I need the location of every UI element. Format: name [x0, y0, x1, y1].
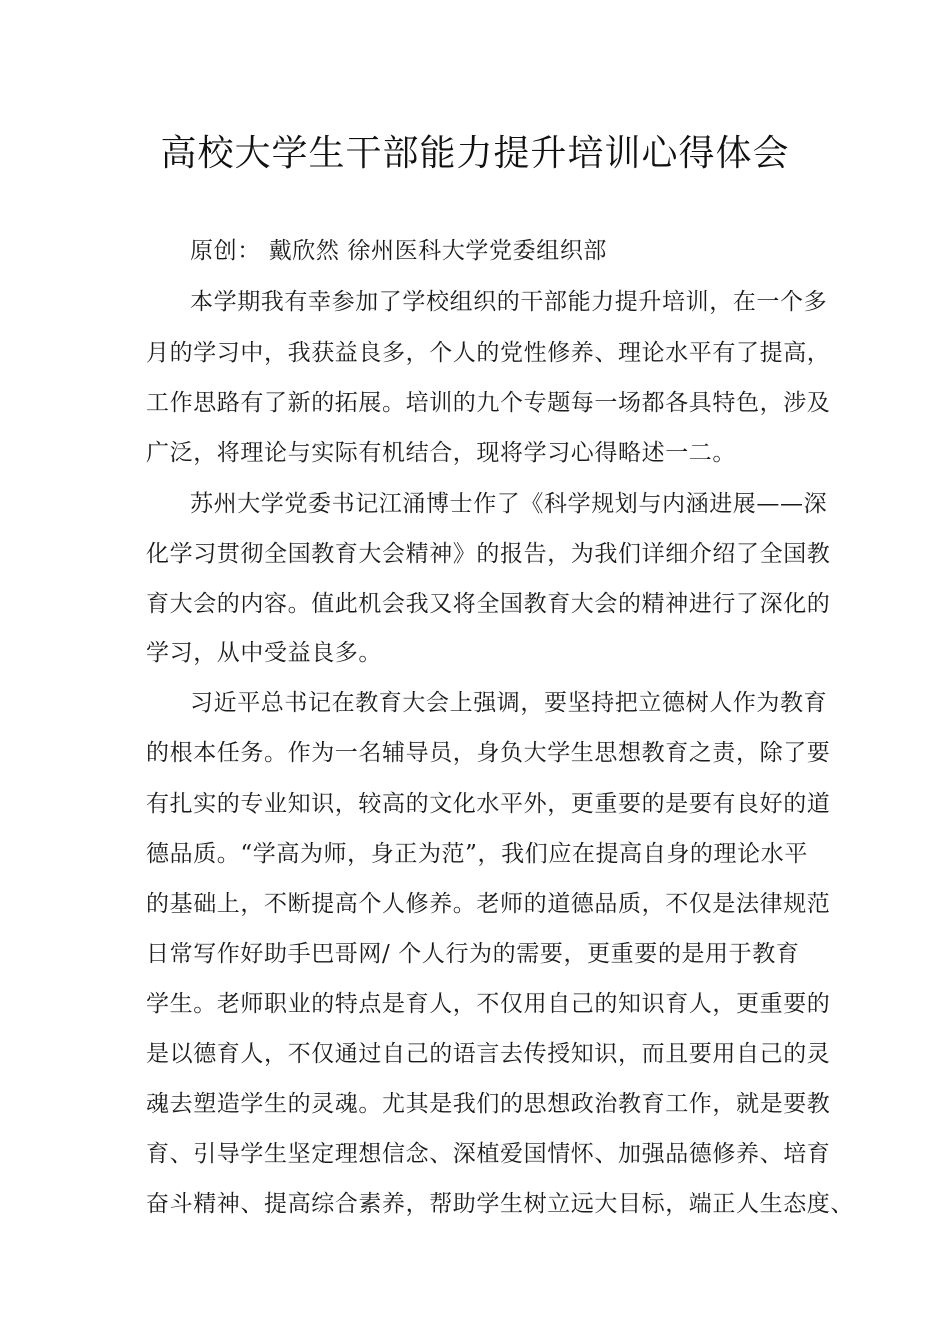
- paragraph-line: 魂去塑造学生的灵魂。尤其是我们的思想政治教育工作，就是要教: [146, 1091, 831, 1117]
- paragraph-line: 奋斗精神、提高综合素养，帮助学生树立远大目标，端正人生态度、: [146, 1191, 854, 1217]
- paragraph-line: 的基础上，不断提高个人修养。老师的道德品质，不仅是法律规范: [146, 891, 831, 917]
- paragraph-line: 育、引导学生坚定理想信念、深植爱国情怀、加强品德修养、培育: [146, 1141, 831, 1167]
- paragraph-line: 习近平总书记在教育大会上强调，要坚持把立德树人作为教育: [190, 690, 828, 716]
- paragraph-line: 的根本任务。作为一名辅导员，身负大学生思想教育之责，除了要: [146, 740, 831, 766]
- author-line: 原创： 戴欣然 徐州医科大学党委组织部: [190, 238, 608, 264]
- document-title: 高校大学生干部能力提升培训心得体会: [160, 133, 790, 174]
- paragraph-line: 苏州大学党委书记江涌博士作了《科学规划与内涵进展——深: [190, 491, 828, 517]
- paragraph-line: 学习，从中受益良多。: [146, 640, 382, 666]
- paragraph-line: 广泛，将理论与实际有机结合，现将学习心得略述一二。: [146, 440, 736, 466]
- paragraph-line: 化学习贯彻全国教育大会精神》的报告，为我们详细介绍了全国教: [146, 541, 831, 567]
- paragraph-line: 是以德育人，不仅通过自己的语言去传授知识，而且要用自己的灵: [146, 1041, 831, 1067]
- paragraph-line: 日常写作好助手巴哥网/ 个人行为的需要，更重要的是用于教育: [146, 941, 800, 967]
- paragraph-line: 育大会的内容。值此机会我又将全国教育大会的精神进行了深化的: [146, 591, 831, 617]
- paragraph-line: 月的学习中，我获益良多，个人的党性修养、理论水平有了提高，: [146, 340, 831, 366]
- paragraph-line: 工作思路有了新的拓展。培训的九个专题每一场都各具特色，涉及: [146, 390, 831, 416]
- paragraph-line: 有扎实的专业知识，较高的文化水平外，更重要的是要有良好的道: [146, 791, 831, 817]
- paragraph-line: 学生。老师职业的特点是育人，不仅用自己的知识育人，更重要的: [146, 991, 831, 1017]
- paragraph-line: 德品质。“学高为师，身正为范”，我们应在提高自身的理论水平: [146, 841, 808, 867]
- paragraph-line: 本学期我有幸参加了学校组织的干部能力提升培训，在一个多: [190, 289, 828, 315]
